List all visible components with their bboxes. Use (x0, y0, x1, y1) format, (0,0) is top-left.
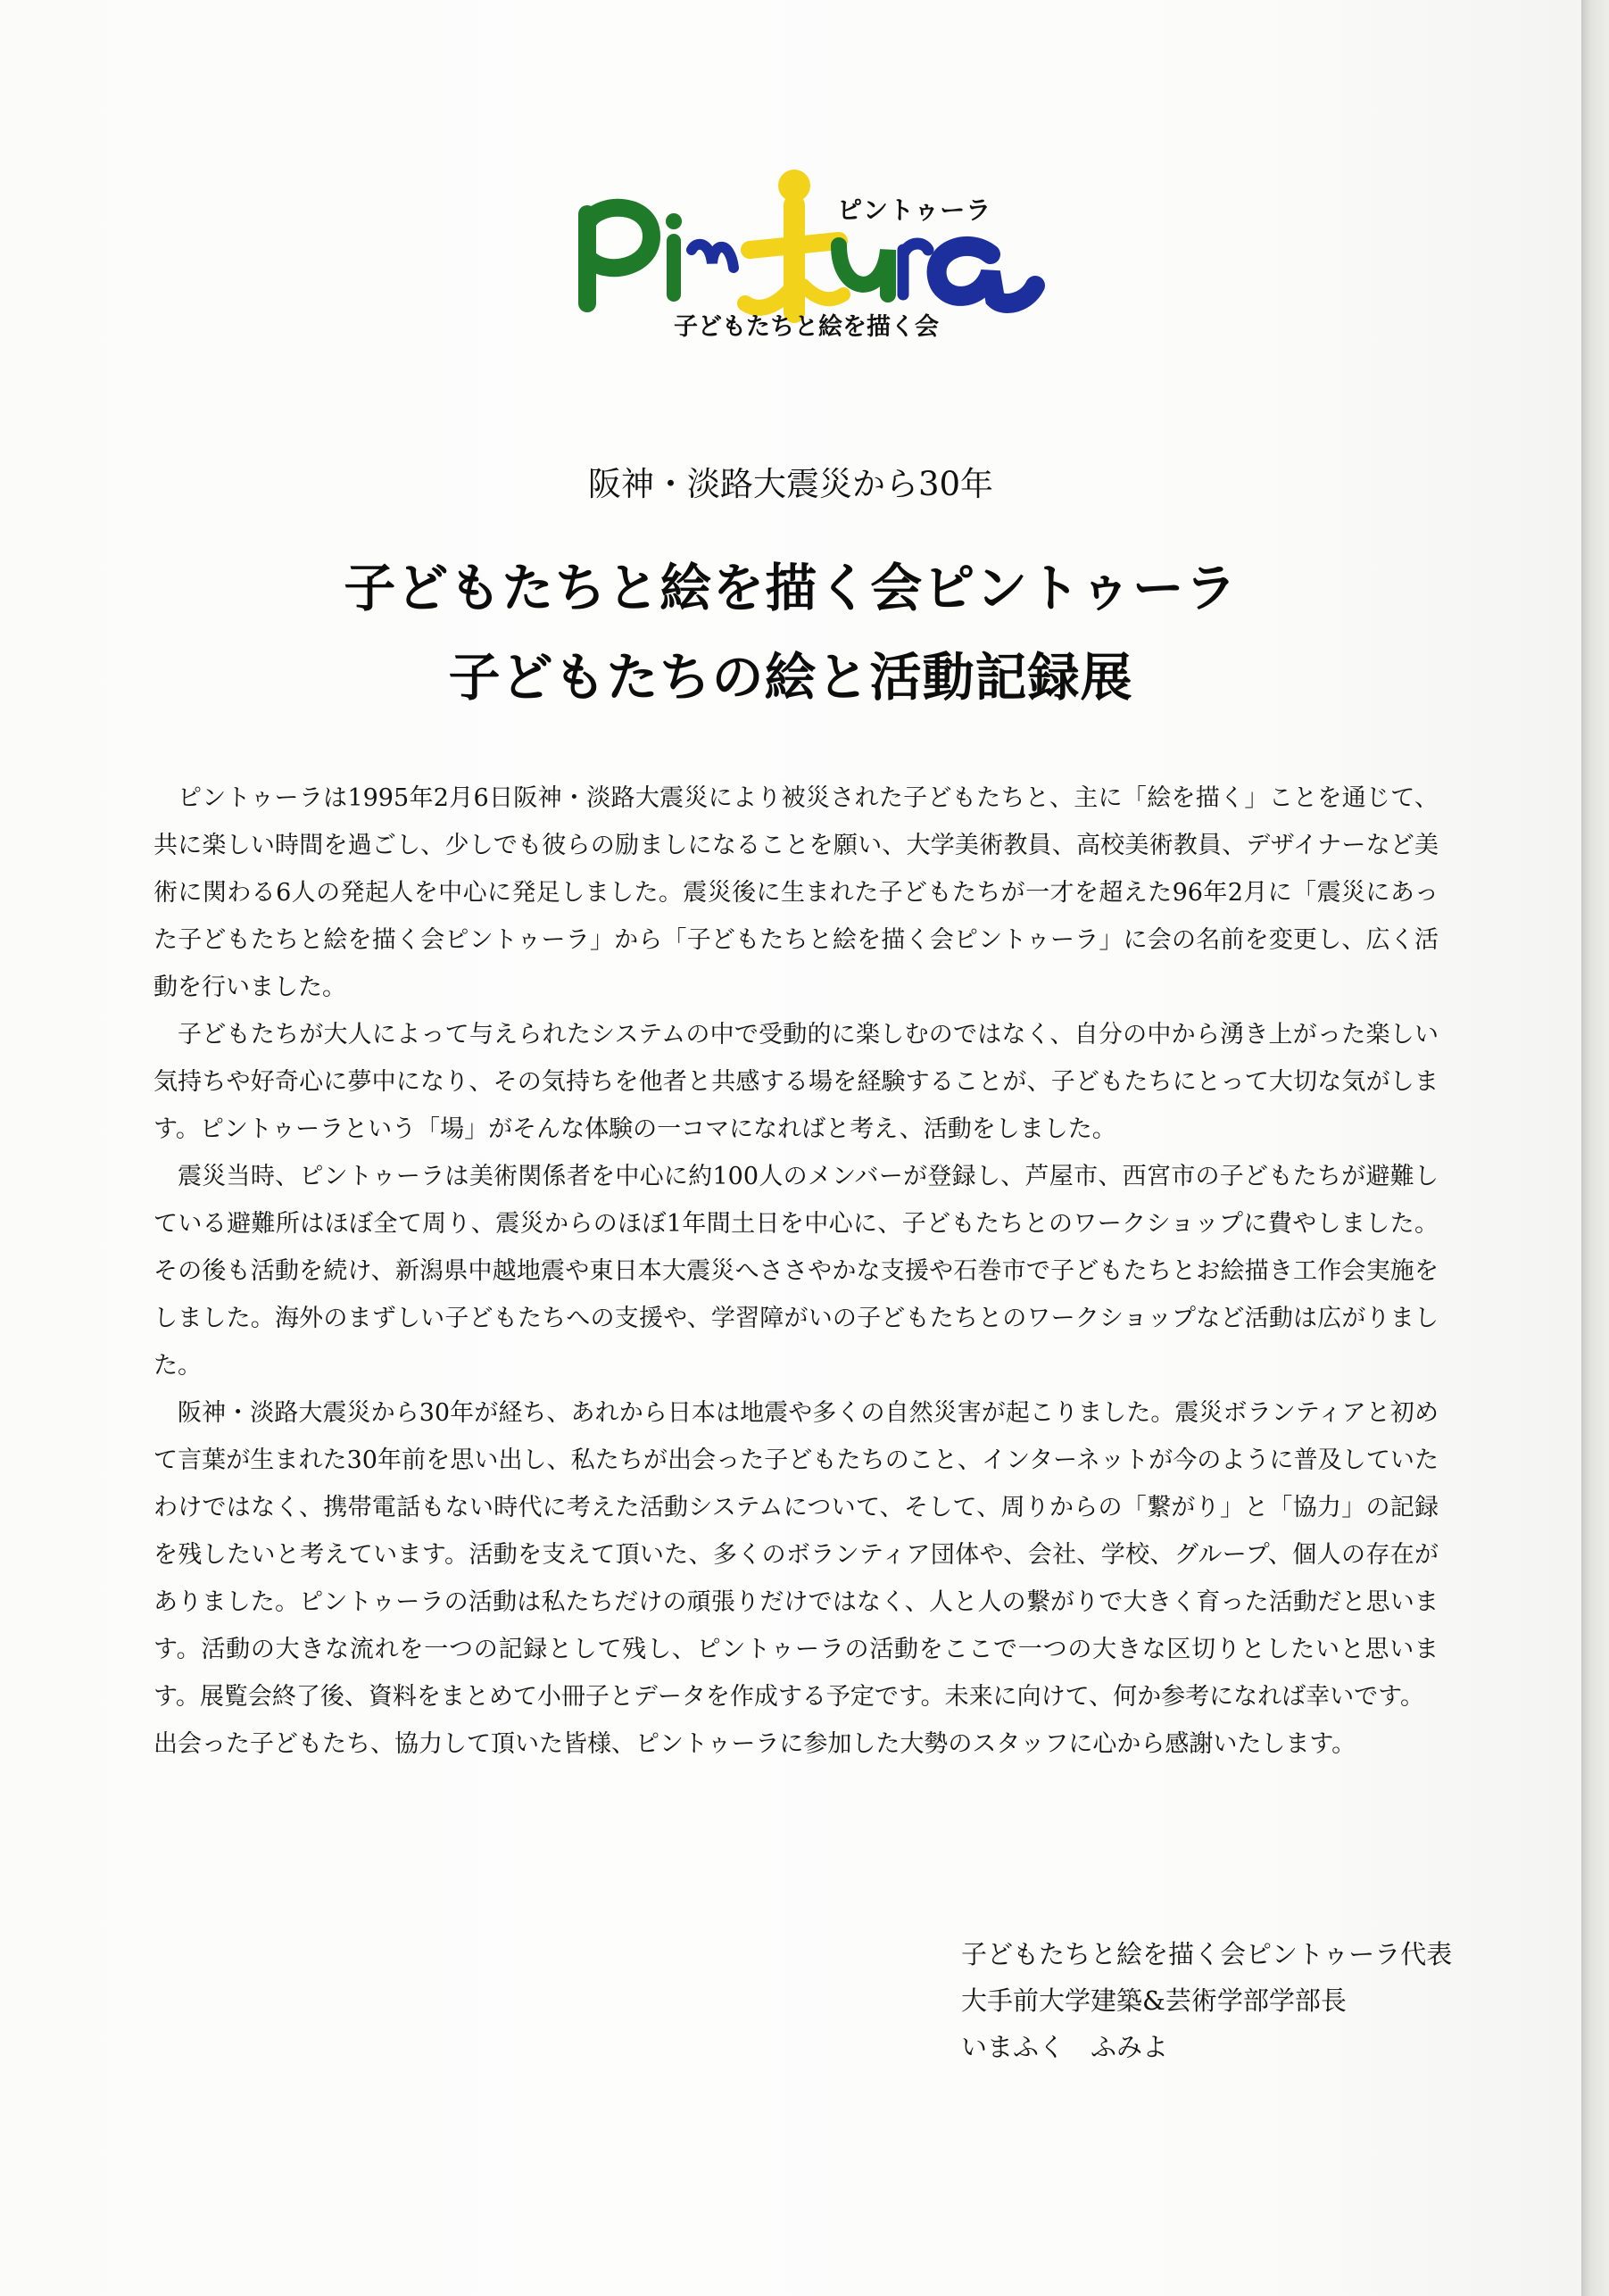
signature-org: 子どもたちと絵を描く会ピントゥーラ代表 (961, 1939, 1453, 1969)
page-subtitle: 阪神・淡路大震災から30年 (587, 465, 994, 503)
paragraph-2: 子どもたちが大人によって与えられたシステムの中で受動的に楽しむのではなく、自分の中から湧き上がった楽しい気持ちや好奇心に夢中になり、その気持ちを他者と共感する場を経験することが、子どもたちにとって大切な気がします。ピントゥーラという「場」がそんな体験の一コマになればと考え、活動をしました。 (153, 1021, 1439, 1143)
paragraph-5: 出会った子どもたち、協力して頂いた皆様、ピントゥーラに参加した大勢のスタッフに心から感謝いたします。 (153, 1730, 1356, 1758)
signature-name: いまふく ふみよ (961, 2032, 1169, 2062)
paragraph-3: 震災当時、ピントゥーラは美術関係者を中心に約100人のメンバーが登録し、芦屋市、西宮市の子どもたちが避難している避難所はほぼ全て周り、震災からのほぼ1年間土日を中心に、子どもたちとのワークショップに費やしました。その後も活動を続け、新潟県中越地震や東日本大震災へささやかな支援や石巻市で子どもたちとお絵描き工作会実施をしました。海外のまずしい子どもたちへの支援や、学習障がいの子どもたちとのワークショップなど活動は広がりました。 (153, 1163, 1439, 1380)
background-wall (1581, 0, 1609, 2296)
pintura-logo-mark (571, 152, 1053, 330)
body-text (153, 775, 1439, 1768)
page-title-line2: 子どもたちの絵と活動記録展 (448, 647, 1133, 708)
logo-tagline: 子どもたちと絵を描く会 (674, 313, 939, 341)
pintura-logo (571, 152, 1053, 357)
paragraph-1: ピントゥーラは1995年2月6日阪神・淡路大震災により被災された子どもたちと、主に「絵を描く」ことを通じて、共に楽しい時間を過ごし、少しでも彼らの励ましになることを願い、大学美術教員、高校美術教員、デザイナーなど美術に関わる6人の発起人を中心に発足しました。震災後に生まれた子どもたちが一才を超えた96年2月に「震災にあった子どもたちと絵を描く会ピントゥーラ」から「子どもたちと絵を描く会ピントゥーラ」に会の名前を変更し、広く活動を行いました。 (153, 784, 1439, 1001)
logo-kana: ピントゥーラ (837, 195, 992, 225)
page-title-line1: 子どもたちと絵を描く会ピントゥーラ (344, 558, 1238, 618)
signature-block (961, 1931, 1452, 2070)
signature-position: 大手前大学建築&芸術学部学部長 (961, 1985, 1347, 2016)
paragraph-4: 阪神・淡路大震災から30年が経ち、あれから日本は地震や多くの自然災害が起こりました。震災ボランティアと初めて言葉が生まれた30年前を思い出し、私たちが出会った子どもたちのこと、インターネットが今のように普及していたわけではなく、携帯電話もない時代に考えた活動システムについて、そして、周りからの「繋がり」と「協力」の記録を残したいと考えています。活動を支えて頂いた、多くのボランティア団体や、会社、学校、グループ、個人の存在がありました。ピントゥーラの活動は私たちだけの頑張りだけではなく、人と人の繋がりで大きく育った活動だと思います。活動の大きな流れを一つの記録として残し、ピントゥーラの活動をここで一つの大きな区切りとしたいと思います。展覧会終了後、資料をまとめて小冊子とデータを作成する予定です。未来に向けて、何か参考になれば幸いです。 (153, 1399, 1439, 1711)
